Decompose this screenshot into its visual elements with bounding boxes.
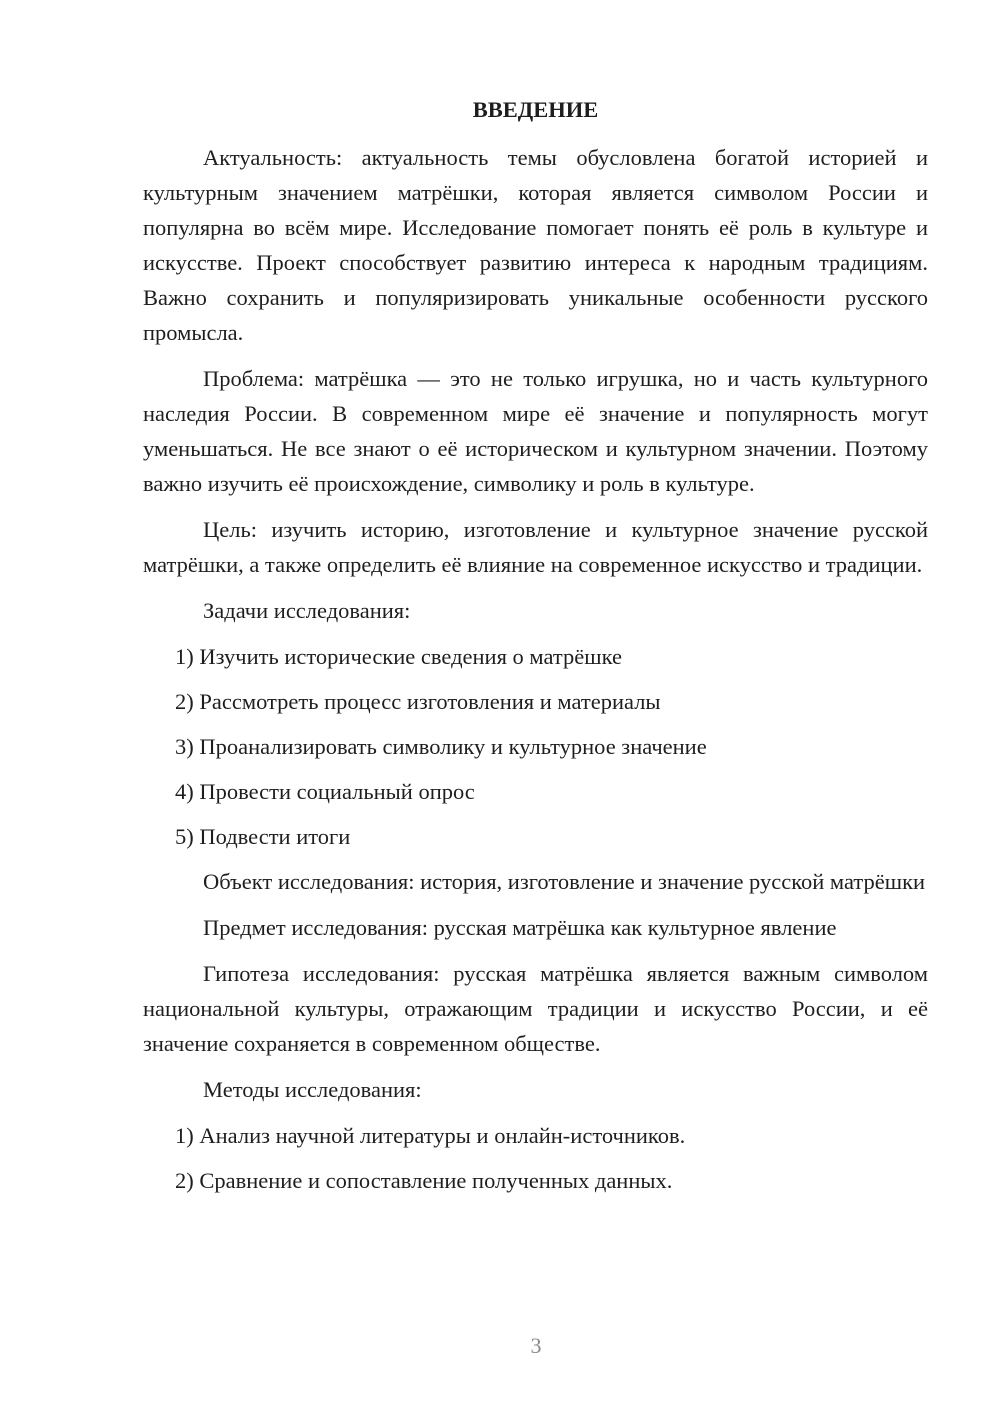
page-number: 3	[530, 1333, 542, 1358]
section-title: ВВЕДЕНИЕ	[472, 97, 599, 122]
task-item: 1) Изучить исторические сведения о матрёшке	[175, 644, 622, 669]
document-page	[143, 92, 928, 1208]
task-item: 4) Провести социальный опрос	[175, 779, 475, 804]
method-item: 1) Анализ научной литературы и онлайн-источников.	[175, 1123, 686, 1148]
tasks-heading: Задачи исследования:	[203, 598, 411, 623]
methods-heading: Методы исследования:	[203, 1077, 422, 1102]
paragraph-subject: Предмет исследования: русская матрёшка как культурное явление	[203, 915, 837, 940]
task-item: 3) Проанализировать символику и культурное значение	[175, 734, 707, 759]
task-item: 5) Подвести итоги	[175, 824, 351, 849]
paragraph-goal: Цель: изучить историю, изготовление и культурное значение русской матрёшки, а также определить её влияние на современное искусство и традиции.	[143, 517, 928, 577]
paragraph-relevance: Актуальность: актуальность темы обусловлена богатой историей и культурным значением матрёшки, которая является символом России и популярна во всём мире. Исследование помогает понять её роль в культуре и искусстве. Проект способствует развитию интереса к народным традициям. Важно сохранить и популяризировать уникальные особенности русского промысла.	[143, 145, 928, 345]
paragraph-problem: Проблема: матрёшка — это не только игрушка, но и часть культурного наследия России. В современном мире её значение и популярность могут уменьшаться. Не все знают о её историческом и культурном значении. Поэтому важно изучить её происхождение, символику и роль в культуре.	[143, 366, 928, 496]
task-item: 2) Рассмотреть процесс изготовления и материалы	[175, 689, 661, 714]
method-item: 2) Сравнение и сопоставление полученных данных.	[175, 1168, 673, 1193]
paragraph-object: Объект исследования: история, изготовление и значение русской матрёшки	[203, 869, 926, 894]
paragraph-hypothesis: Гипотеза исследования: русская матрёшка является важным символом национальной культуры, отражающим традиции и искусство России, и её значение сохраняется в современном обществе.	[143, 961, 928, 1056]
